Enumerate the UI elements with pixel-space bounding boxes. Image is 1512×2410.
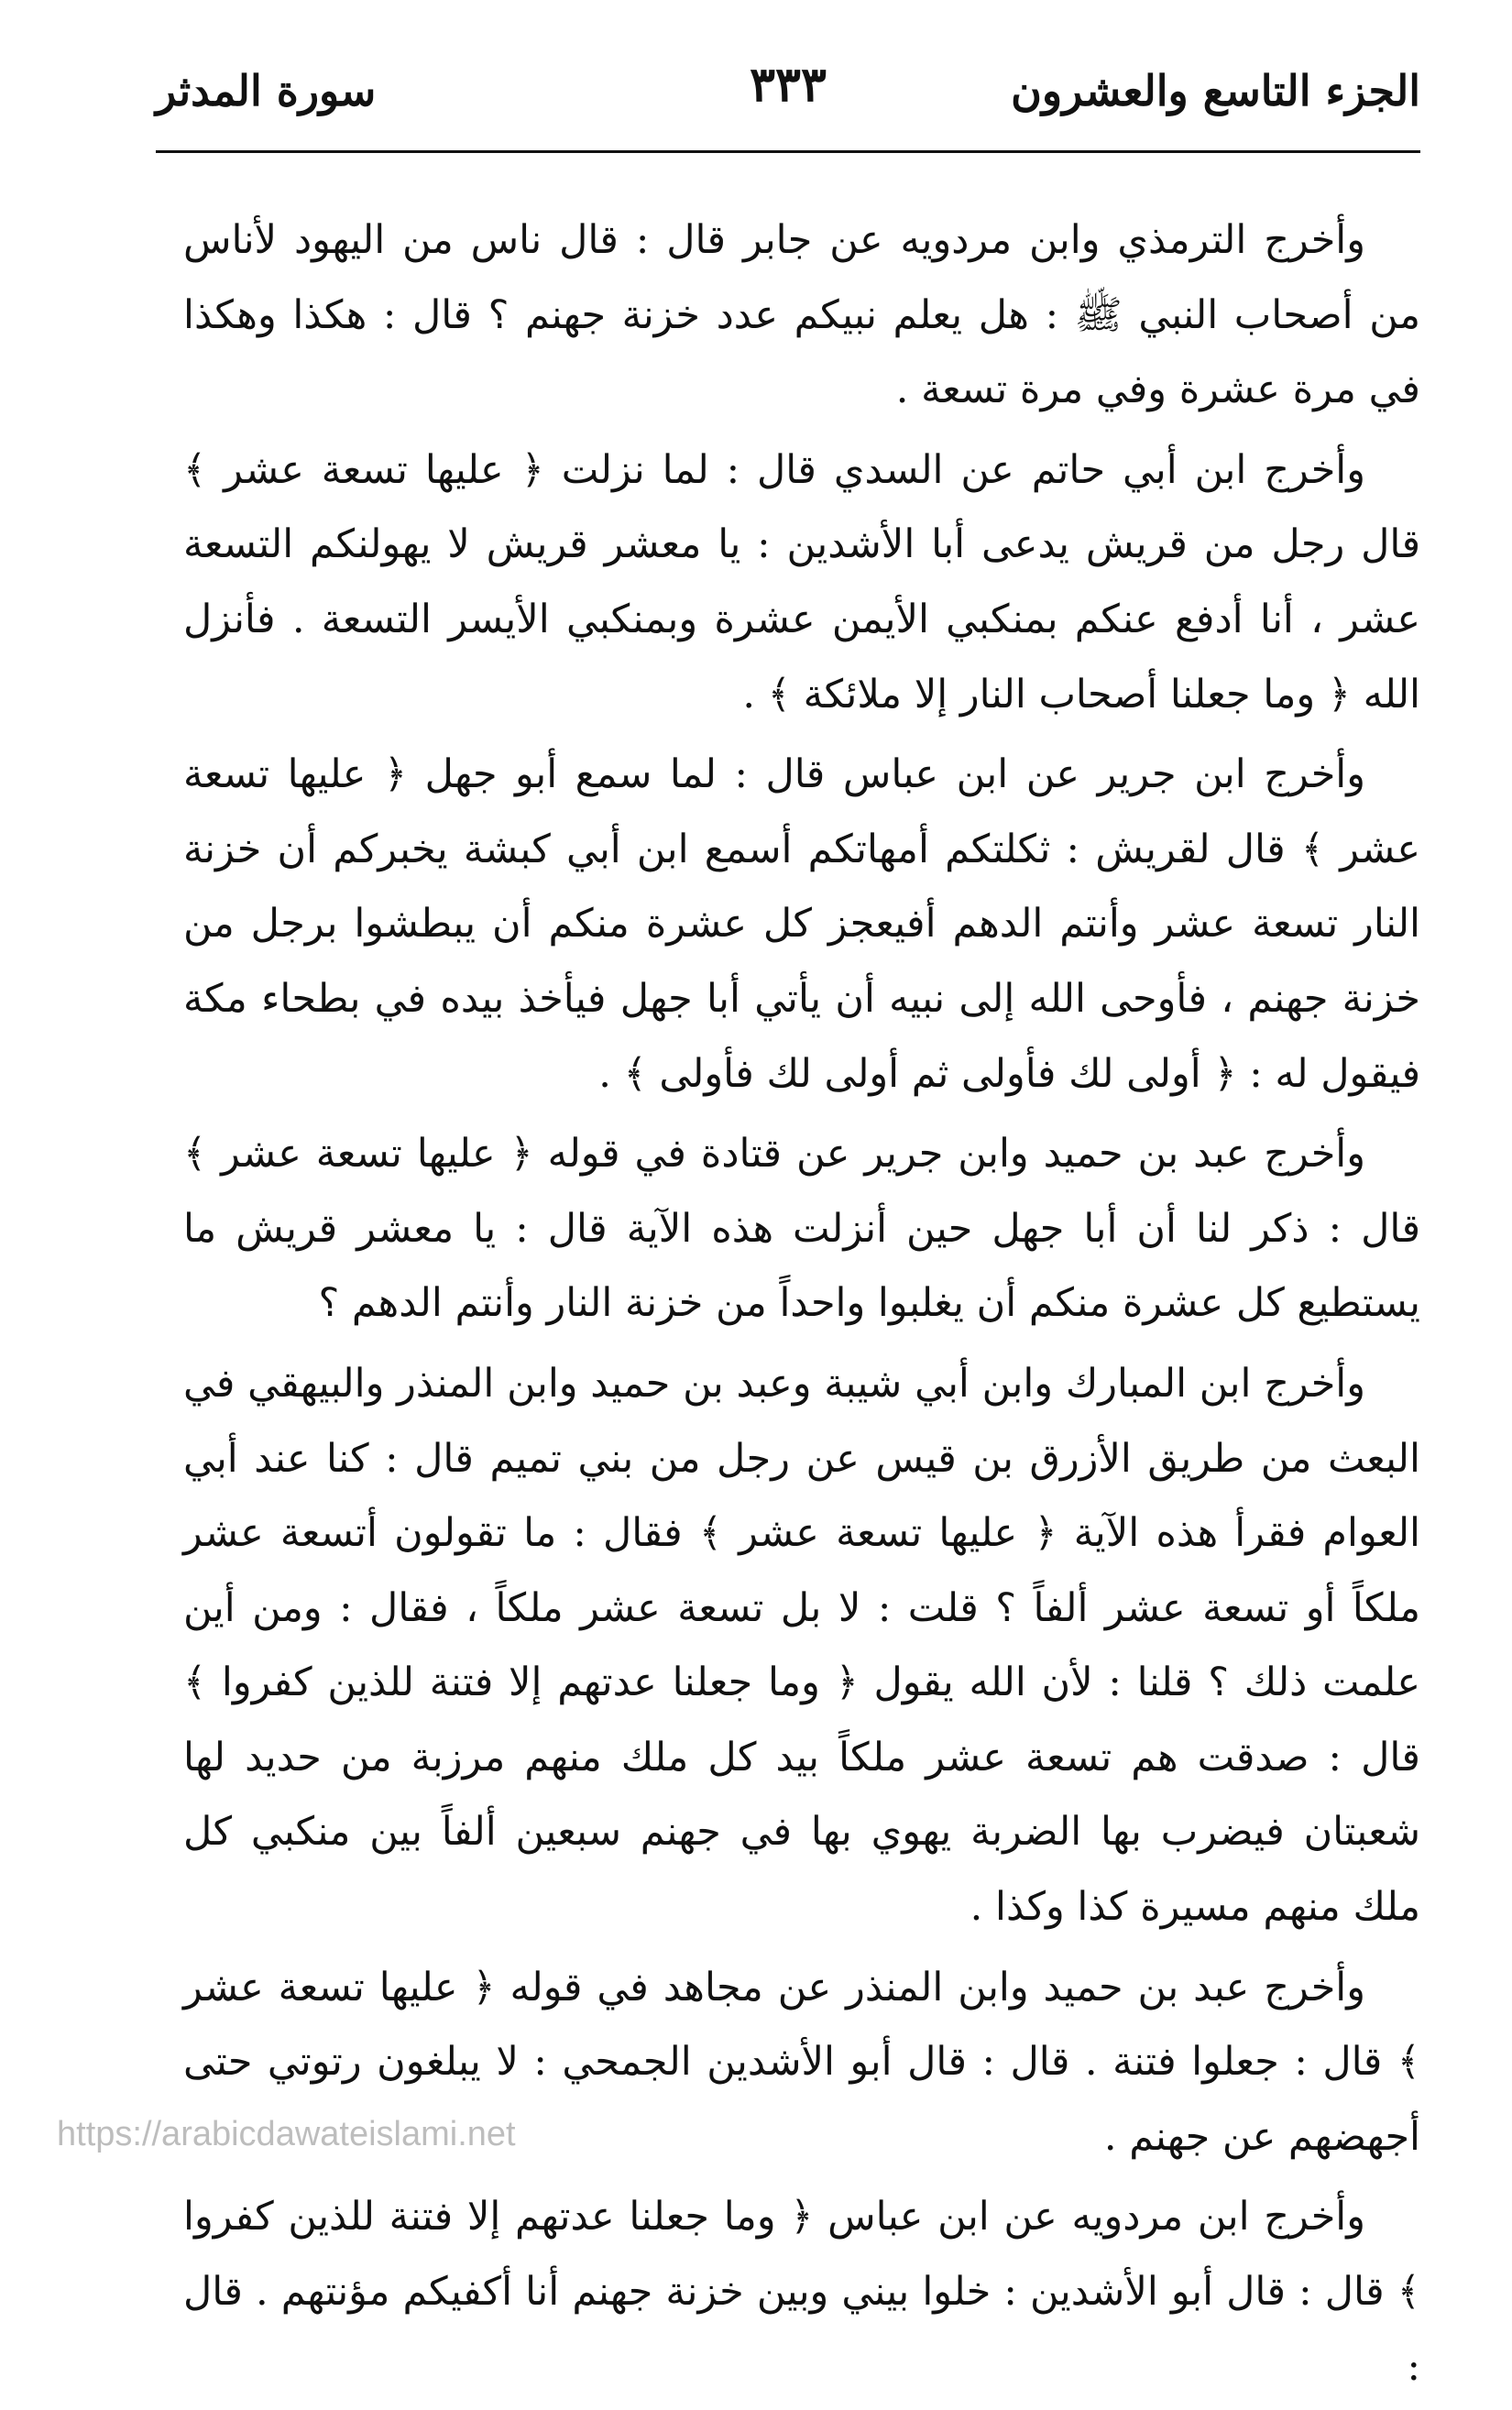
- page-body: [183, 203, 1420, 2410]
- paragraph: وأخرج عبد بن حميد وابن جرير عن قتادة في قوله ﴿ عليها تسعة عشر ﴾ قال : ذكر لنا أن أبا جهل حين أنزلت هذه الآية قال : يا معشر قريش ما يستطيع كل عشرة منكم أن يغلبوا واحداً من خزنة النار وأنتم الدهم ؟: [183, 1131, 1420, 1327]
- paragraph: وأخرج ابن المبارك وابن أبي شيبة وعبد بن حميد وابن المنذر والبيهقي في البعث من طريق الأزرق بن قيس عن رجل من بني تميم قال : كنا عند أبي العوام فقرأ هذه الآية ﴿ عليها تسعة عشر ﴾ فقال : ما تقولون أتسعة عشر ملكاً أو تسعة عشر ألفاً ؟ قلت : لا بل تسعة عشر ملكاً ، فقال : ومن أين علمت ذلك ؟ قلنا : لأن الله يقول ﴿ وما جعلنا عدتهم إلا فتنة للذين كفروا ﴾ قال : صدقت هم تسعة عشر ملكاً بيد كل ملك منهم مرزبة من حديد لها شعبتان فيضرب بها الضربة يهوي بها في جهنم سبعين ألفاً بين منكبي كل ملك منهم مسيرة كذا وكذا .: [183, 1360, 1420, 1931]
- part-title: الجزء التاسع والعشرون: [1011, 66, 1420, 115]
- header-divider: [156, 150, 1420, 153]
- paragraph: وأخرج ابن مردويه عن ابن عباس ﴿ وما جعلنا عدتهم إلا فتنة للذين كفروا ﴾ قال : قال أبو الأشدين : خلوا بيني وبين خزنة جهنم أنا أكفيكم مؤنتهم . قال :: [183, 2194, 1420, 2390]
- paragraph: وأخرج عبد بن حميد وابن المنذر عن مجاهد في قوله ﴿ عليها تسعة عشر ﴾ قال : جعلوا فتنة . قال : قال أبو الأشدين الجمحي : لا يبلغون رتوتي حتى أجهضهم عن جهنم .: [183, 1964, 1420, 2160]
- page-number: ٣٣٣: [750, 57, 827, 113]
- watermark-url: https://arabicdawateislami.net: [57, 2115, 516, 2153]
- paragraph: وأخرج الترمذي وابن مردويه عن جابر قال : قال ناس من اليهود لأناس من أصحاب النبي ﷺ : هل يعلم نبيكم عدد خزنة جهنم ؟ قال : هكذا وهكذا في مرة عشرة وفي مرة تسعة .: [183, 217, 1420, 413]
- paragraph: وأخرج ابن جرير عن ابن عباس قال : لما سمع أبو جهل ﴿ عليها تسعة عشر ﴾ قال لقريش : ثكلتكم أمهاتكم أسمع ابن أبي كبشة يخبركم أن خزنة النار تسعة عشر وأنتم الدهم أفيعجز كل عشرة منكم أن يبطشوا برجل من خزنة جهنم ، فأوحى الله إلى نبيه أن يأتي أبا جهل فيأخذ بيده في بطحاء مكة فيقول له : ﴿ أولى لك فأولى ثم أولى لك فأولى ﴾ .: [183, 751, 1420, 1097]
- page-header: [156, 57, 1420, 148]
- surah-title: سورة المدثر: [156, 66, 377, 115]
- paragraph: وأخرج ابن أبي حاتم عن السدي قال : لما نزلت ﴿ عليها تسعة عشر ﴾ قال رجل من قريش يدعى أبا الأشدين : يا معشر قريش لا يهولنكم التسعة عشر ، أنا أدفع عنكم بمنكبي الأيمن عشرة وبمنكبي الأيسر التسعة . فأنزل الله ﴿ وما جعلنا أصحاب النار إلا ملائكة ﴾ .: [183, 446, 1420, 718]
